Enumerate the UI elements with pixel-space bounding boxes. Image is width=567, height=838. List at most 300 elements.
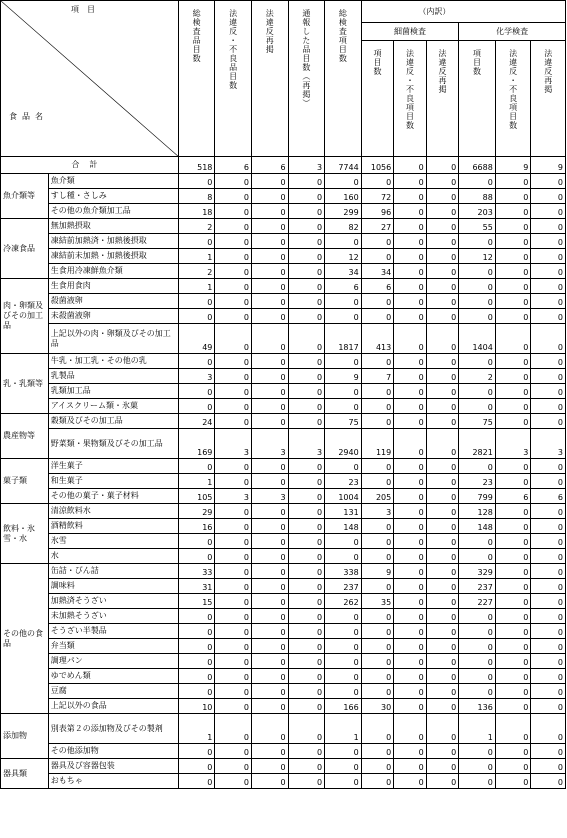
value-cell: 2 [459,369,496,384]
total-value: 0 [394,157,427,174]
value-cell: 2 [178,264,215,279]
value-cell: 0 [178,639,215,654]
value-cell: 0 [426,429,459,459]
value-cell: 105 [178,489,215,504]
value-cell: 6 [495,489,531,504]
value-cell: 31 [178,579,215,594]
value-cell: 0 [394,639,427,654]
value-cell: 0 [531,414,566,429]
value-cell: 0 [325,534,362,549]
value-cell: 0 [215,669,252,684]
value-cell: 0 [394,519,427,534]
col-chem-repost: 法違反再掲 [531,41,566,157]
value-cell: 0 [531,234,566,249]
value-cell: 0 [215,354,252,369]
value-cell: 0 [215,174,252,189]
value-cell: 0 [215,249,252,264]
value-cell: 0 [426,279,459,294]
value-cell: 227 [459,594,496,609]
value-cell: 0 [178,354,215,369]
food-item-label: 洋生菓子 [48,459,178,474]
value-cell: 148 [325,519,362,534]
value-cell: 0 [459,534,496,549]
value-cell: 0 [531,249,566,264]
value-cell: 0 [325,294,362,309]
value-cell: 0 [215,399,252,414]
value-cell: 0 [325,384,362,399]
value-cell: 0 [325,309,362,324]
value-cell: 0 [426,414,459,429]
value-cell: 0 [426,459,459,474]
table-row [1,324,566,354]
value-cell: 96 [361,204,394,219]
food-item-label: 牛乳・加工乳・その他の乳 [48,354,178,369]
value-cell: 0 [288,369,325,384]
value-cell: 0 [288,624,325,639]
value-cell: 0 [394,234,427,249]
value-cell: 0 [325,174,362,189]
value-cell: 12 [325,249,362,264]
table-row [1,624,566,639]
table-row [1,204,566,219]
value-cell: 1 [459,714,496,744]
value-cell: 55 [459,219,496,234]
col-violation-repost: 法違反再掲 [251,1,288,157]
value-cell: 0 [495,309,531,324]
value-cell: 0 [288,534,325,549]
value-cell: 0 [361,744,394,759]
value-cell: 0 [178,384,215,399]
table-row [1,699,566,714]
value-cell: 0 [251,174,288,189]
value-cell: 9 [325,369,362,384]
value-cell: 0 [288,594,325,609]
food-item-label: 上記以外の肉・卵類及びその加工品 [48,324,178,354]
value-cell: 0 [531,534,566,549]
value-cell: 0 [394,369,427,384]
value-cell: 0 [288,654,325,669]
value-cell: 0 [426,519,459,534]
value-cell: 0 [361,519,394,534]
value-cell: 0 [251,324,288,354]
value-cell: 0 [251,249,288,264]
value-cell: 0 [394,279,427,294]
total-value: 6 [251,157,288,174]
value-cell: 7 [361,369,394,384]
table-row [1,639,566,654]
category-label: 飲料・氷雪・水 [1,504,49,564]
col-bact-repost: 法違反再掲 [426,41,459,157]
value-cell: 0 [215,774,252,789]
table-row [1,369,566,384]
value-cell: 0 [178,534,215,549]
table-row [1,774,566,789]
value-cell: 0 [215,639,252,654]
value-cell: 0 [394,399,427,414]
value-cell: 0 [251,534,288,549]
value-cell: 3 [288,429,325,459]
value-cell: 0 [394,579,427,594]
value-cell: 6 [361,279,394,294]
value-cell: 0 [531,189,566,204]
value-cell: 0 [394,654,427,669]
table-row [1,384,566,399]
value-cell: 0 [251,189,288,204]
value-cell: 0 [459,354,496,369]
value-cell: 0 [426,564,459,579]
value-cell: 0 [215,549,252,564]
value-cell: 0 [394,294,427,309]
food-item-label: 酒精飲料 [48,519,178,534]
food-item-label: 弁当類 [48,639,178,654]
table-row [1,459,566,474]
value-cell: 0 [361,624,394,639]
table-row [1,594,566,609]
value-cell: 0 [361,354,394,369]
value-cell: 0 [426,249,459,264]
value-cell: 0 [251,609,288,624]
value-cell: 30 [361,699,394,714]
value-cell: 0 [251,684,288,699]
value-cell: 0 [531,399,566,414]
value-cell: 0 [394,174,427,189]
food-item-label: ゆでめん類 [48,669,178,684]
value-cell: 0 [394,429,427,459]
table-row [1,609,566,624]
value-cell: 0 [394,384,427,399]
value-cell: 16 [178,519,215,534]
value-cell: 1 [178,279,215,294]
value-cell: 0 [426,744,459,759]
value-cell: 0 [394,249,427,264]
value-cell: 3 [531,429,566,459]
col-chem-violation: 法違反・不良項目数 [495,41,531,157]
value-cell: 75 [459,414,496,429]
value-cell: 262 [325,594,362,609]
table-row [1,279,566,294]
value-cell: 0 [288,759,325,774]
value-cell: 0 [325,459,362,474]
value-cell: 0 [325,624,362,639]
value-cell: 338 [325,564,362,579]
chemical-header: 化学検査 [459,23,566,41]
value-cell: 0 [251,504,288,519]
value-cell: 0 [178,744,215,759]
value-cell: 0 [459,759,496,774]
value-cell: 0 [251,744,288,759]
value-cell: 0 [426,384,459,399]
value-cell: 34 [325,264,362,279]
value-cell: 2821 [459,429,496,459]
value-cell: 0 [215,219,252,234]
value-cell: 0 [325,399,362,414]
value-cell: 0 [288,609,325,624]
category-label: 菓子類 [1,459,49,504]
value-cell: 0 [288,354,325,369]
value-cell: 0 [459,654,496,669]
value-cell: 0 [394,609,427,624]
value-cell: 0 [288,294,325,309]
value-cell: 0 [426,759,459,774]
value-cell: 0 [325,639,362,654]
table-row [1,264,566,279]
value-cell: 0 [251,459,288,474]
col-bact-items: 項目数 [361,41,394,157]
value-cell: 0 [495,384,531,399]
value-cell: 0 [495,744,531,759]
table-row [1,564,566,579]
value-cell: 205 [361,489,394,504]
value-cell: 0 [459,669,496,684]
value-cell: 0 [531,279,566,294]
food-item-label: すし種・さしみ [48,189,178,204]
value-cell: 0 [426,594,459,609]
value-cell: 0 [361,474,394,489]
value-cell: 0 [495,459,531,474]
value-cell: 0 [215,504,252,519]
value-cell: 799 [459,489,496,504]
value-cell: 0 [215,699,252,714]
category-label: 添加物 [1,714,49,759]
value-cell: 15 [178,594,215,609]
value-cell: 1 [325,714,362,744]
value-cell: 0 [288,384,325,399]
value-cell: 0 [531,684,566,699]
value-cell: 3 [495,429,531,459]
table-row [1,684,566,699]
value-cell: 0 [251,369,288,384]
value-cell: 0 [215,564,252,579]
value-cell: 0 [251,549,288,564]
value-cell: 0 [459,174,496,189]
value-cell: 0 [251,639,288,654]
value-cell: 0 [251,669,288,684]
food-item-label: 凍結前加熱済・加熱後摂取 [48,234,178,249]
value-cell: 0 [459,609,496,624]
value-cell: 0 [288,219,325,234]
food-item-label: 生食用冷凍鮮魚介類 [48,264,178,279]
value-cell: 88 [459,189,496,204]
value-cell: 0 [495,294,531,309]
food-item-label: その他添加物 [48,744,178,759]
value-cell: 0 [495,504,531,519]
value-cell: 0 [531,699,566,714]
value-cell: 0 [215,204,252,219]
value-cell: 0 [426,624,459,639]
value-cell: 0 [426,309,459,324]
category-label: 冷凍食品 [1,219,49,279]
value-cell: 0 [251,399,288,414]
value-cell: 34 [361,264,394,279]
table-row [1,189,566,204]
value-cell: 0 [178,309,215,324]
table-row [1,669,566,684]
value-cell: 0 [361,759,394,774]
value-cell: 0 [426,714,459,744]
value-cell: 0 [325,684,362,699]
value-cell: 0 [426,609,459,624]
value-cell: 0 [394,699,427,714]
value-cell: 0 [178,294,215,309]
value-cell: 0 [178,624,215,639]
value-cell: 0 [288,489,325,504]
value-cell: 0 [426,219,459,234]
value-cell: 1817 [325,324,362,354]
table-row [1,219,566,234]
value-cell: 0 [426,294,459,309]
value-cell: 0 [495,714,531,744]
value-cell: 0 [325,744,362,759]
value-cell: 0 [251,774,288,789]
value-cell: 0 [361,549,394,564]
value-cell: 0 [459,639,496,654]
value-cell: 0 [426,324,459,354]
table-row [1,519,566,534]
value-cell: 3 [215,429,252,459]
value-cell: 0 [495,249,531,264]
total-row [1,157,566,174]
value-cell: 0 [531,609,566,624]
col-total-test-items: 総検査項目数 [325,1,362,157]
category-label: 乳・乳類等 [1,354,49,414]
value-cell: 0 [251,204,288,219]
value-cell: 0 [394,204,427,219]
value-cell: 0 [459,774,496,789]
value-cell: 0 [531,294,566,309]
food-item-label: そうざい半製品 [48,624,178,639]
value-cell: 0 [251,759,288,774]
value-cell: 0 [288,309,325,324]
value-cell: 0 [288,669,325,684]
value-cell: 0 [426,549,459,564]
value-cell: 0 [361,654,394,669]
breakdown-header: （内訳） [361,1,565,23]
value-cell: 0 [288,579,325,594]
table-row [1,579,566,594]
value-cell: 0 [215,579,252,594]
table-row [1,759,566,774]
value-cell: 0 [178,774,215,789]
value-cell: 0 [251,234,288,249]
value-cell: 0 [426,639,459,654]
food-item-label: 未加熱そうざい [48,609,178,624]
value-cell: 3 [215,489,252,504]
value-cell: 0 [215,279,252,294]
value-cell: 0 [531,309,566,324]
value-cell: 0 [251,354,288,369]
value-cell: 0 [495,519,531,534]
value-cell: 0 [215,474,252,489]
value-cell: 2940 [325,429,362,459]
value-cell: 0 [178,459,215,474]
table-row [1,354,566,369]
value-cell: 0 [495,399,531,414]
value-cell: 0 [531,774,566,789]
header-diagonal-cell [1,1,179,157]
value-cell: 0 [394,474,427,489]
food-item-label: 乳類加工品 [48,384,178,399]
value-cell: 0 [288,174,325,189]
value-cell: 0 [288,519,325,534]
value-cell: 0 [495,699,531,714]
value-cell: 0 [531,624,566,639]
value-cell: 0 [361,639,394,654]
value-cell: 0 [288,264,325,279]
food-item-label: 調理パン [48,654,178,669]
value-cell: 0 [215,684,252,699]
category-label: 魚介類等 [1,174,49,219]
value-cell: 0 [531,594,566,609]
value-cell: 49 [178,324,215,354]
category-label: 器具類 [1,759,49,789]
value-cell: 0 [459,684,496,699]
value-cell: 0 [394,504,427,519]
table-row [1,294,566,309]
value-cell: 3 [361,504,394,519]
value-cell: 160 [325,189,362,204]
value-cell: 0 [459,624,496,639]
value-cell: 169 [178,429,215,459]
value-cell: 0 [288,249,325,264]
food-item-label: 無加熱摂取 [48,219,178,234]
value-cell: 0 [215,594,252,609]
value-cell: 0 [394,354,427,369]
value-cell: 6 [531,489,566,504]
value-cell: 3 [251,429,288,459]
value-cell: 0 [288,684,325,699]
value-cell: 0 [531,519,566,534]
value-cell: 0 [531,264,566,279]
value-cell: 0 [361,669,394,684]
value-cell: 0 [426,234,459,249]
value-cell: 0 [459,294,496,309]
food-item-label: 穀類及びその加工品 [48,414,178,429]
value-cell: 0 [394,309,427,324]
value-cell: 0 [459,384,496,399]
value-cell: 0 [426,204,459,219]
value-cell: 0 [495,174,531,189]
value-cell: 0 [178,669,215,684]
food-item-label: 凍結前未加熱・加熱後摂取 [48,249,178,264]
value-cell: 0 [251,264,288,279]
table-row [1,249,566,264]
value-cell: 0 [251,714,288,744]
table-row [1,654,566,669]
value-cell: 10 [178,699,215,714]
value-cell: 0 [531,174,566,189]
value-cell: 136 [459,699,496,714]
food-item-label: 加熱済そうざい [48,594,178,609]
value-cell: 148 [459,519,496,534]
value-cell: 0 [394,774,427,789]
value-cell: 0 [251,384,288,399]
value-cell: 0 [426,579,459,594]
value-cell: 0 [531,714,566,744]
value-cell: 0 [495,474,531,489]
value-cell: 0 [394,669,427,684]
total-value: 6688 [459,157,496,174]
value-cell: 0 [495,279,531,294]
value-cell: 0 [215,744,252,759]
value-cell: 0 [178,684,215,699]
value-cell: 0 [215,309,252,324]
food-name-label: 食品名 [9,112,48,121]
value-cell: 2 [178,219,215,234]
value-cell: 0 [459,309,496,324]
value-cell: 0 [215,369,252,384]
value-cell: 0 [288,279,325,294]
value-cell: 6 [325,279,362,294]
